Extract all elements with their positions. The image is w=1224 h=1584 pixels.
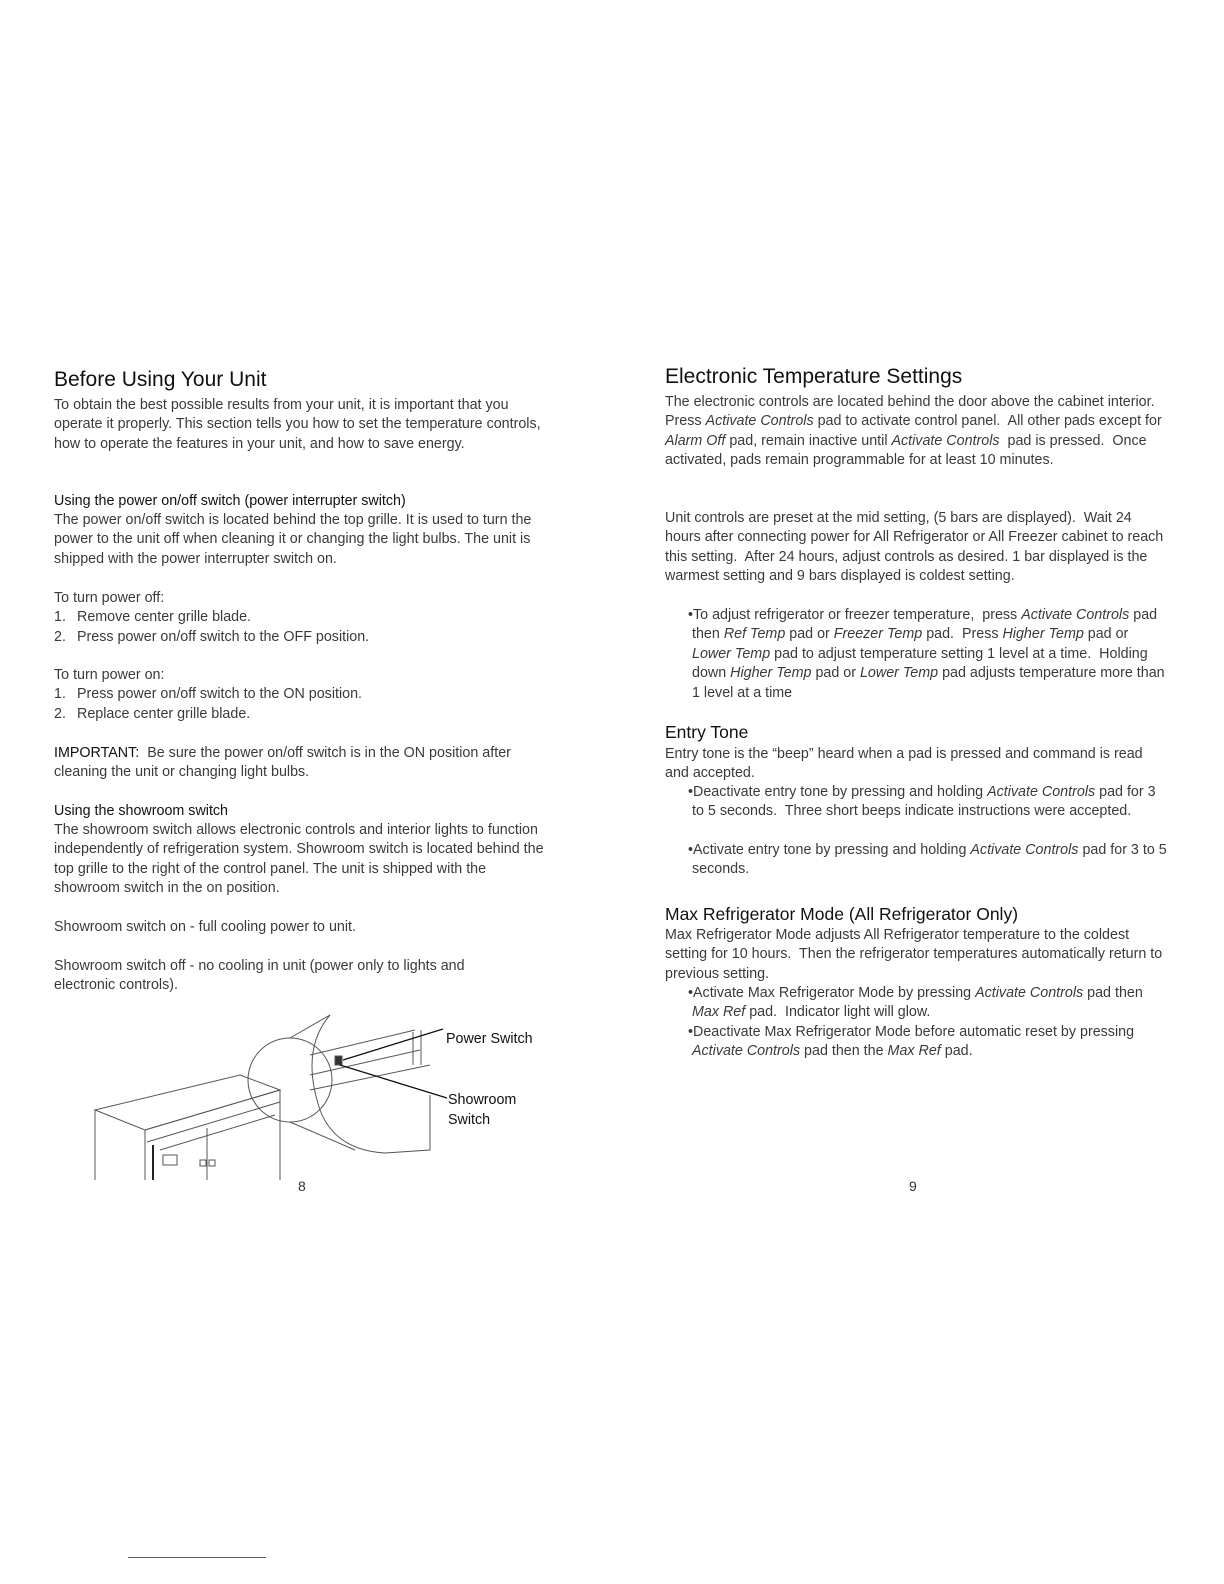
- adjust-temp-bullet: [665, 606, 1170, 703]
- text-segment: pad then: [692, 607, 1162, 643]
- pad-name-text: Activate Controls: [975, 985, 1084, 1001]
- pad-name-text: Activate Controls: [970, 842, 1079, 858]
- step-number: 1.: [54, 609, 66, 626]
- step-text: Press power on/off switch to the OFF position.: [77, 628, 370, 645]
- text-segment: pad. Press: [922, 626, 1003, 643]
- pad-name-text: Activate Controls: [692, 1043, 801, 1060]
- important-note: [54, 744, 546, 783]
- list-item: [54, 685, 546, 704]
- pad-name-text: Activate Controls: [987, 784, 1096, 800]
- pad-name-text: Alarm Off: [665, 432, 726, 449]
- showroom-switch-label-2: Switch: [448, 1112, 491, 1128]
- pad-name-text: Activate Controls: [705, 413, 814, 430]
- preset-paragraph: [665, 509, 1168, 587]
- text-segment: pad adjusts temperature more than 1 level at a time: [692, 665, 1169, 701]
- text-segment: Unit controls are preset at the mid setting, (5 bars are displayed). Wait 24 hours after connecting power for All Refrigerator or All Freezer cabinet to reach this setting. After 24 hours, adjust controls as desired. 1 bar displayed is the warmest setting and 9 bars displayed is coldest setting.: [665, 510, 1168, 585]
- pad-name-text: Higher Temp: [730, 665, 812, 682]
- activate-tone-bullet: [665, 841, 1170, 880]
- text-segment: pad. Indicator light will glow.: [745, 1004, 931, 1021]
- text-segment: pad.: [940, 1043, 973, 1060]
- step-text: Remove center grille blade.: [77, 609, 252, 626]
- power-switch-pointer: [343, 1029, 443, 1060]
- important-label: IMPORTANT:: [54, 745, 140, 761]
- power-on-label: To turn power on:: [54, 667, 165, 683]
- step-text: Replace center grille blade.: [77, 705, 251, 722]
- page-number-left: 8: [298, 1178, 306, 1194]
- showroom-switch-pointer: [340, 1065, 447, 1098]
- refrigerator-drawing: [95, 1075, 280, 1180]
- showroom-paragraph: The showroom switch allows electronic controls and interior lights to function independently of refrigeration system. Showroom switch is located behind the top grille to the right of the control panel. The unit is shipped with the showroom switch in the on position.: [54, 822, 544, 897]
- text-segment: •Activate entry tone by pressing and holding: [688, 842, 971, 858]
- pad-name-text: Freezer Temp: [833, 626, 923, 643]
- power-switch-heading: Using the power on/off switch (power interrupter switch): [54, 493, 406, 509]
- activate-max-bullet: [665, 984, 1170, 1023]
- max-mode-heading: Max Refrigerator Mode (All Refrigerator Only): [665, 904, 1019, 924]
- list-item: [54, 628, 546, 647]
- page-title-before-using: Before Using Your Unit: [54, 368, 267, 391]
- text-segment: Entry tone is the “beep” heard when a pad is pressed and command is read and accepted.: [665, 746, 1147, 782]
- entry-tone-paragraph: [665, 745, 1165, 784]
- text-segment: pad to activate control panel. All other pads except for: [813, 413, 1166, 430]
- power-off-label: To turn power off:: [54, 590, 165, 606]
- pad-name-text: Higher Temp: [1002, 626, 1084, 643]
- showroom-off-text: Showroom switch off - no cooling in unit (power only to lights and electronic controls).: [54, 958, 465, 994]
- controls-paragraph: [665, 393, 1165, 471]
- page-number-right: 9: [909, 1178, 917, 1194]
- intro-paragraph: To obtain the best possible results from your unit, it is important that you operate it properly. This section tells you how to set the temperature controls, how to operate the features in your unit, and how to save energy.: [54, 397, 541, 452]
- text-segment: pad for 3 to 5 seconds. Three short beeps indicate instructions were accepted.: [692, 784, 1160, 820]
- text-segment: pad then: [1083, 985, 1147, 1001]
- text-segment: pad is pressed. Once activated, pads remain programmable for at least 10 minutes.: [665, 432, 1151, 469]
- text-segment: pad, remain inactive until: [725, 432, 892, 449]
- text-segment: •To adjust refrigerator or freezer temperature, press: [688, 607, 1022, 623]
- power-switch-label: Power Switch: [446, 1031, 533, 1047]
- step-number: 1.: [54, 686, 66, 703]
- power-on-section: [54, 666, 546, 724]
- text-segment: The electronic controls are located behind the door above the cabinet interior. Press: [665, 394, 1163, 430]
- text-segment: •Deactivate Max Refrigerator Mode before automatic reset by pressing: [688, 1024, 1139, 1040]
- step-text: Press power on/off switch to the ON position.: [77, 686, 363, 703]
- footer-rule: [128, 1557, 266, 1558]
- step-number: 2.: [54, 705, 66, 722]
- step-number: 2.: [54, 628, 66, 645]
- list-item: [54, 705, 546, 724]
- pad-name-text: Max Ref: [692, 1004, 746, 1021]
- text-segment: pad or: [811, 665, 860, 682]
- text-segment: Max Refrigerator Mode adjusts All Refrigerator temperature to the coldest setting for 10 hours. Then the refrigerator temperatures automatically return to previous setting.: [665, 927, 1167, 982]
- power-switch-paragraph: The power on/off switch is located behind the top grille. It is used to turn the power to the unit off when cleaning it or changing the light bulbs. The unit is shipped with the power interrupter switch on.: [54, 512, 532, 567]
- pad-name-text: Lower Temp: [692, 645, 771, 662]
- showroom-on-text: Showroom switch on - full cooling power to unit.: [54, 919, 356, 935]
- pad-name-text: Lower Temp: [859, 665, 939, 682]
- max-mode-paragraph: [665, 926, 1165, 984]
- pad-name-text: Ref Temp: [723, 626, 786, 643]
- text-segment: •Activate Max Refrigerator Mode by pressing: [688, 985, 976, 1001]
- text-segment: pad to adjust temperature setting 1 level at a time. Holding down: [692, 645, 1152, 682]
- pad-name-text: Max Ref: [887, 1043, 941, 1060]
- text-segment: •Deactivate entry tone by pressing and holding: [688, 784, 988, 800]
- deactivate-tone-bullet: [665, 783, 1170, 822]
- showroom-switch-label-1: Showroom: [448, 1092, 517, 1108]
- page-title-temperature-settings: Electronic Temperature Settings: [665, 365, 963, 388]
- power-off-section: [54, 589, 546, 647]
- showroom-heading: Using the showroom switch: [54, 803, 229, 819]
- important-text: Be sure the power on/off switch is in the ON position after cleaning the unit or changing light bulbs.: [54, 745, 515, 781]
- text-segment: pad for 3 to 5 seconds.: [692, 842, 1171, 878]
- text-segment: pad or: [785, 626, 834, 643]
- entry-tone-heading: Entry Tone: [665, 722, 749, 742]
- magnified-view: [312, 1015, 430, 1153]
- pad-name-text: Activate Controls: [891, 432, 1000, 449]
- text-segment: pad or: [1083, 626, 1133, 643]
- list-item: [54, 608, 546, 627]
- pad-name-text: Activate Controls: [1021, 607, 1130, 623]
- text-segment: pad then the: [800, 1043, 888, 1060]
- deactivate-max-bullet: [665, 1023, 1170, 1062]
